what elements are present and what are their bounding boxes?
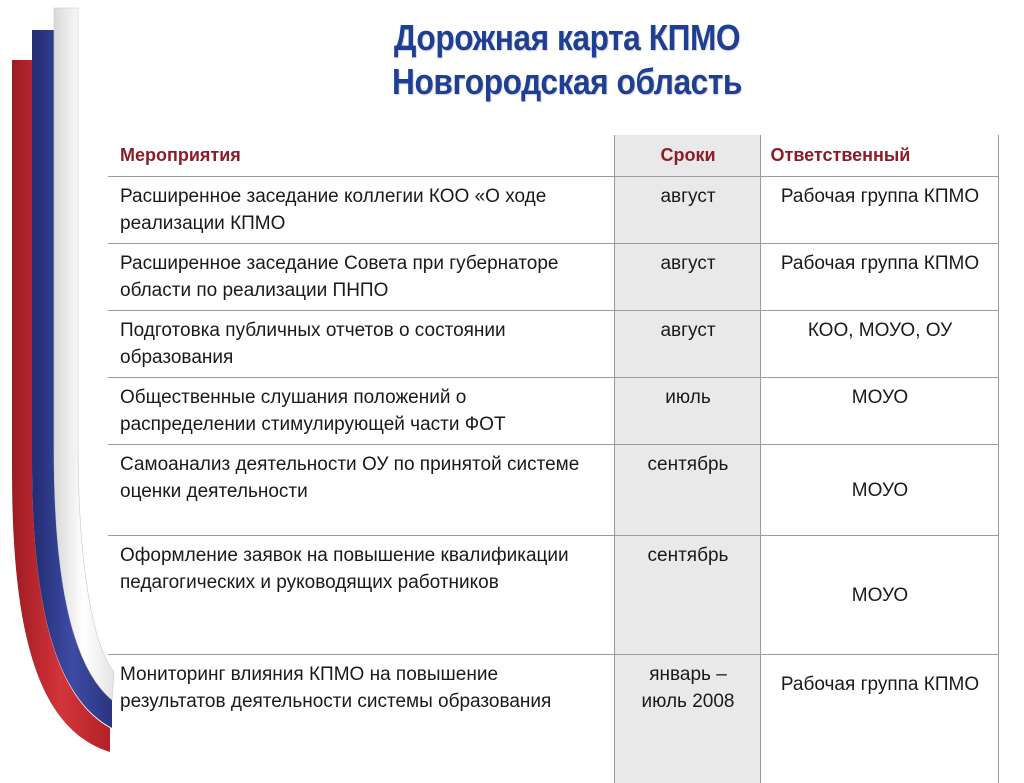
cell-term: сентябрь [614, 445, 760, 536]
cell-responsible: КОО, МОУО, ОУ [760, 311, 998, 378]
table-row [108, 445, 998, 536]
cell-responsible: МОУО [760, 378, 998, 445]
cell-responsible: Рабочая группа КПМО [760, 244, 998, 311]
cell-term: август [614, 177, 760, 244]
cell-responsible: МОУО [760, 445, 998, 536]
title-line-2: Новгородская область [332, 60, 802, 104]
cell-event: Расширенное заседание Совета при губернаторе области по реализации ПНПО [108, 244, 614, 311]
page-title [332, 16, 802, 104]
cell-responsible: МОУО [760, 536, 998, 655]
cell-responsible: Рабочая группа КПМО [760, 177, 998, 244]
title-line-1: Дорожная карта КПМО [332, 16, 802, 60]
header-responsible: Ответственный [760, 135, 998, 177]
table-row [108, 378, 998, 445]
cell-term: июль [614, 378, 760, 445]
flag-ribbon-decoration [0, 0, 120, 768]
cell-event: Оформление заявок на повышение квалификации педагогических и руководящих работников [108, 536, 614, 655]
cell-responsible: Рабочая группа КПМО [760, 655, 998, 783]
cell-term: август [614, 244, 760, 311]
cell-event: Подготовка публичных отчетов о состоянии образования [108, 311, 614, 378]
table-row [108, 536, 998, 655]
table-row [108, 244, 998, 311]
cell-event: Расширенное заседание коллегии КОО «О ходе реализации КПМО [108, 177, 614, 244]
table-row [108, 655, 998, 783]
header-events: Мероприятия [108, 135, 614, 177]
cell-term: сентябрь [614, 536, 760, 655]
roadmap-table [108, 135, 999, 783]
cell-term: январь – июль 2008 [614, 655, 760, 783]
table-row [108, 177, 998, 244]
table-header-row [108, 135, 998, 177]
cell-event: Самоанализ деятельности ОУ по принятой системе оценки деятельности [108, 445, 614, 536]
header-terms: Сроки [614, 135, 760, 177]
cell-term: август [614, 311, 760, 378]
cell-event: Общественные слушания положений о распределении стимулирующей части ФОТ [108, 378, 614, 445]
table-row [108, 311, 998, 378]
cell-event: Мониторинг влияния КПМО на повышение результатов деятельности системы образования [108, 655, 614, 783]
